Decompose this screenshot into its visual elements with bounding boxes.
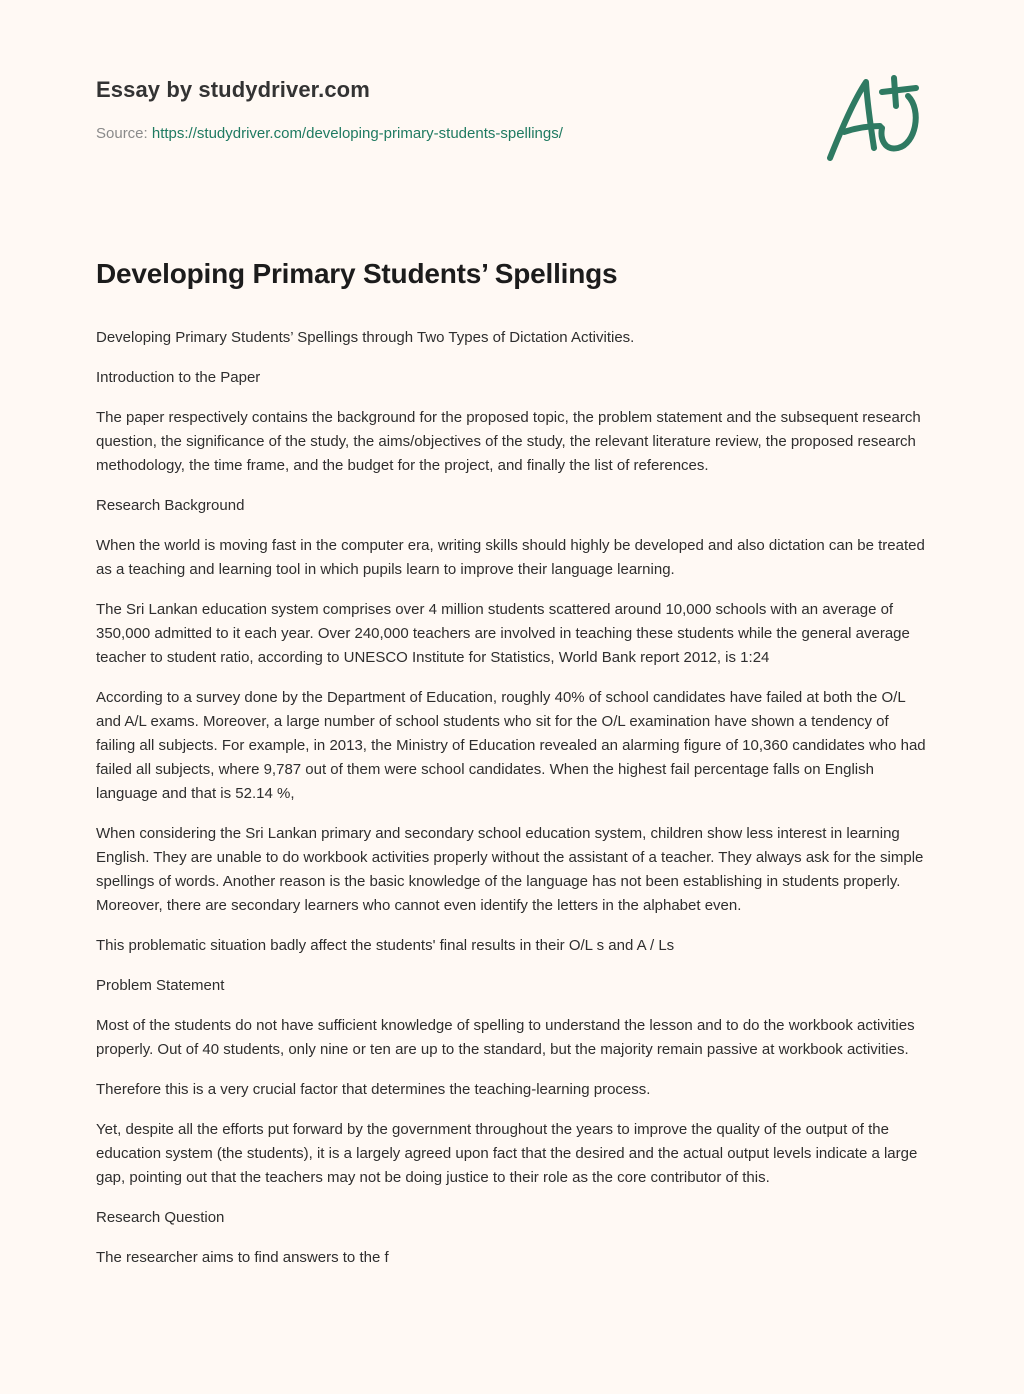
paragraph-truncated: The researcher aims to find answers to the f: [96, 1249, 389, 1266]
paragraph: When considering the Sri Lankan primary and secondary school education system, children show less interest in learning English. They are unable to do workbook activities properly without the assistant of a teacher. They always ask for the simple spellings of words. Another reason is the basic knowledge of the language has not been establishing in students properly. Moreover, there are secondary learners who cannot even identify the letters in the alphabet even.: [96, 825, 924, 914]
paragraph: This problematic situation badly affect the students' final results in their O/L s and A / Ls: [96, 937, 675, 954]
section-heading-introduction: Introduction to the Paper: [96, 369, 261, 386]
source-link[interactable]: https://studydriver.com/developing-primary-students-spellings/: [151, 125, 563, 142]
article: [96, 252, 928, 1286]
paragraph: When the world is moving fast in the computer era, writing skills should highly be developed and also dictation can be treated as a teaching and learning tool in which pupils learn to improve their language learning.: [96, 537, 925, 578]
source-line: [96, 124, 796, 144]
page-header: [96, 74, 796, 144]
site-title: Essay by studydriver.com: [96, 77, 370, 102]
paragraph: According to a survey done by the Department of Education, roughly 40% of school candidates have failed at both the O/L and A/L exams. Moreover, a large number of school students who sit for the O/L examination have shown a tendency of failing all subjects. For example, in 2013, the Ministry of Education revealed an alarming figure of 10,360 candidates who had failed all subjects, where 9,787 out of them were school candidates. When the highest fail percentage falls on English language and that is 52.14 %,: [96, 689, 926, 802]
section-heading-problem-statement: Problem Statement: [96, 977, 225, 994]
paragraph: The Sri Lankan education system comprises over 4 million students scattered around 10,000 schools with an average of 350,000 admitted to it each year. Over 240,000 teachers are involved in teaching these students while the general average teacher to student ratio, according to UNESCO Institute for Statistics, World Bank report 2012, is 1:24: [96, 601, 910, 666]
article-title: Developing Primary Students’ Spellings: [96, 258, 618, 289]
a-plus-grade-icon: [820, 66, 930, 166]
paragraph: Yet, despite all the efforts put forward by the government throughout the years to improve the quality of the output of the education system (the students), it is a largely agreed upon fact that the desired and the actual output levels indicate a large gap, pointing out that the teachers may not be doing justice to their role as the core contributor of this.: [96, 1121, 918, 1186]
paragraph: Therefore this is a very crucial factor that determines the teaching-learning process.: [96, 1081, 651, 1098]
paragraph: Most of the students do not have sufficient knowledge of spelling to understand the lesson and to do the workbook activities properly. Out of 40 students, only nine or ten are up to the standard, but the majority remain passive at workbook activities.: [96, 1017, 915, 1058]
source-label: Source:: [96, 125, 152, 142]
section-heading-research-background: Research Background: [96, 497, 245, 514]
section-heading-research-question: Research Question: [96, 1209, 225, 1226]
article-subtitle: Developing Primary Students’ Spellings through Two Types of Dictation Activities.: [96, 329, 635, 346]
paragraph: The paper respectively contains the background for the proposed topic, the problem statement and the subsequent research question, the significance of the study, the aims/objectives of the study, the relevant literature review, the proposed research methodology, the time frame, and the budget for the project, and finally the list of references.: [96, 409, 921, 474]
